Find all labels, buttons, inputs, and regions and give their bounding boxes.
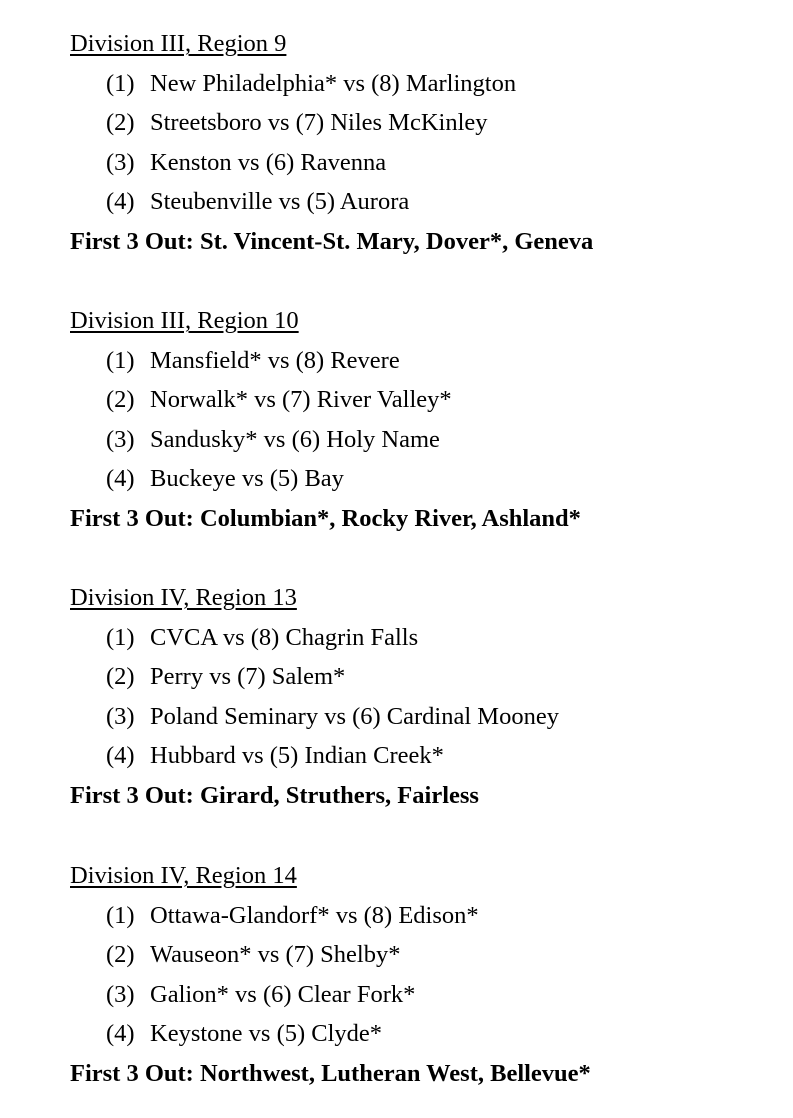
seed-number: (3) [106, 980, 135, 1008]
seed-number: (4) [106, 188, 135, 215]
matchup-teams: Wauseon* vs (7) Shelby* [150, 941, 401, 968]
matchup-line [70, 182, 770, 222]
matchup-teams: Hubbard vs (5) Indian Creek* [150, 742, 444, 769]
matchup-line [70, 975, 770, 1015]
matchup-teams: Mansfield* vs (8) Revere [150, 346, 400, 374]
seed-number: (2) [106, 941, 135, 968]
matchup-teams: Kenston vs (6) Ravenna [150, 148, 387, 176]
matchup-teams: Norwalk* vs (7) River Valley* [150, 386, 452, 413]
seed-number: (1) [106, 901, 135, 929]
region-heading: Division III, Region 9 [70, 30, 287, 57]
seed-number: (2) [106, 386, 135, 413]
matchup-line [70, 341, 770, 381]
matchup-teams: Poland Seminary vs (6) Cardinal Mooney [150, 702, 559, 730]
matchup-teams: Keystone vs (5) Clyde* [150, 1020, 383, 1047]
matchup-teams: CVCA vs (8) Chagrin Falls [150, 623, 419, 651]
matchup-line [70, 657, 770, 697]
seed-number: (4) [106, 742, 135, 769]
matchup-line [70, 896, 770, 936]
region-section [70, 584, 770, 815]
seed-number: (2) [106, 109, 135, 136]
matchup-line [70, 64, 770, 104]
seed-number: (3) [106, 702, 135, 730]
matchup-teams: Ottawa-Glandorf* vs (8) Edison* [150, 901, 479, 929]
matchup-line [70, 736, 770, 776]
matchup-teams: Perry vs (7) Salem* [150, 663, 346, 690]
matchup-teams: Streetsboro vs (7) Niles McKinley [150, 109, 488, 136]
first-three-out: First 3 Out: St. Vincent-St. Mary, Dover*, Geneva [70, 227, 594, 255]
region-section [70, 862, 770, 1093]
seed-number: (1) [106, 346, 135, 374]
matchup-teams: New Philadelphia* vs (8) Marlington [150, 69, 517, 97]
region-section [70, 30, 770, 261]
seed-number: (4) [106, 465, 135, 492]
seed-number: (1) [106, 69, 135, 97]
matchup-teams: Sandusky* vs (6) Holy Name [150, 425, 440, 453]
first-three-out: First 3 Out: Northwest, Lutheran West, Bellevue* [70, 1059, 591, 1087]
seed-number: (2) [106, 663, 135, 690]
matchup-line [70, 459, 770, 499]
matchup-line [70, 935, 770, 975]
matchup-line [70, 103, 770, 143]
first-three-out: First 3 Out: Columbian*, Rocky River, Ashland* [70, 504, 581, 532]
region-heading: Division III, Region 10 [70, 307, 299, 334]
first-three-out: First 3 Out: Girard, Struthers, Fairless [70, 781, 479, 809]
seed-number: (4) [106, 1020, 135, 1047]
seed-number: (3) [106, 148, 135, 176]
region-heading: Division IV, Region 14 [70, 862, 297, 889]
seed-number: (1) [106, 623, 135, 651]
matchup-line [70, 618, 770, 658]
matchup-teams: Buckeye vs (5) Bay [150, 465, 344, 492]
matchup-teams: Galion* vs (6) Clear Fork* [150, 980, 416, 1008]
region-heading: Division IV, Region 13 [70, 584, 297, 611]
matchup-line [70, 143, 770, 183]
matchup-line [70, 420, 770, 460]
matchup-line [70, 697, 770, 737]
seed-number: (3) [106, 425, 135, 453]
matchup-line [70, 380, 770, 420]
matchup-line [70, 1014, 770, 1054]
region-section [70, 307, 770, 538]
matchup-teams: Steubenville vs (5) Aurora [150, 188, 410, 215]
